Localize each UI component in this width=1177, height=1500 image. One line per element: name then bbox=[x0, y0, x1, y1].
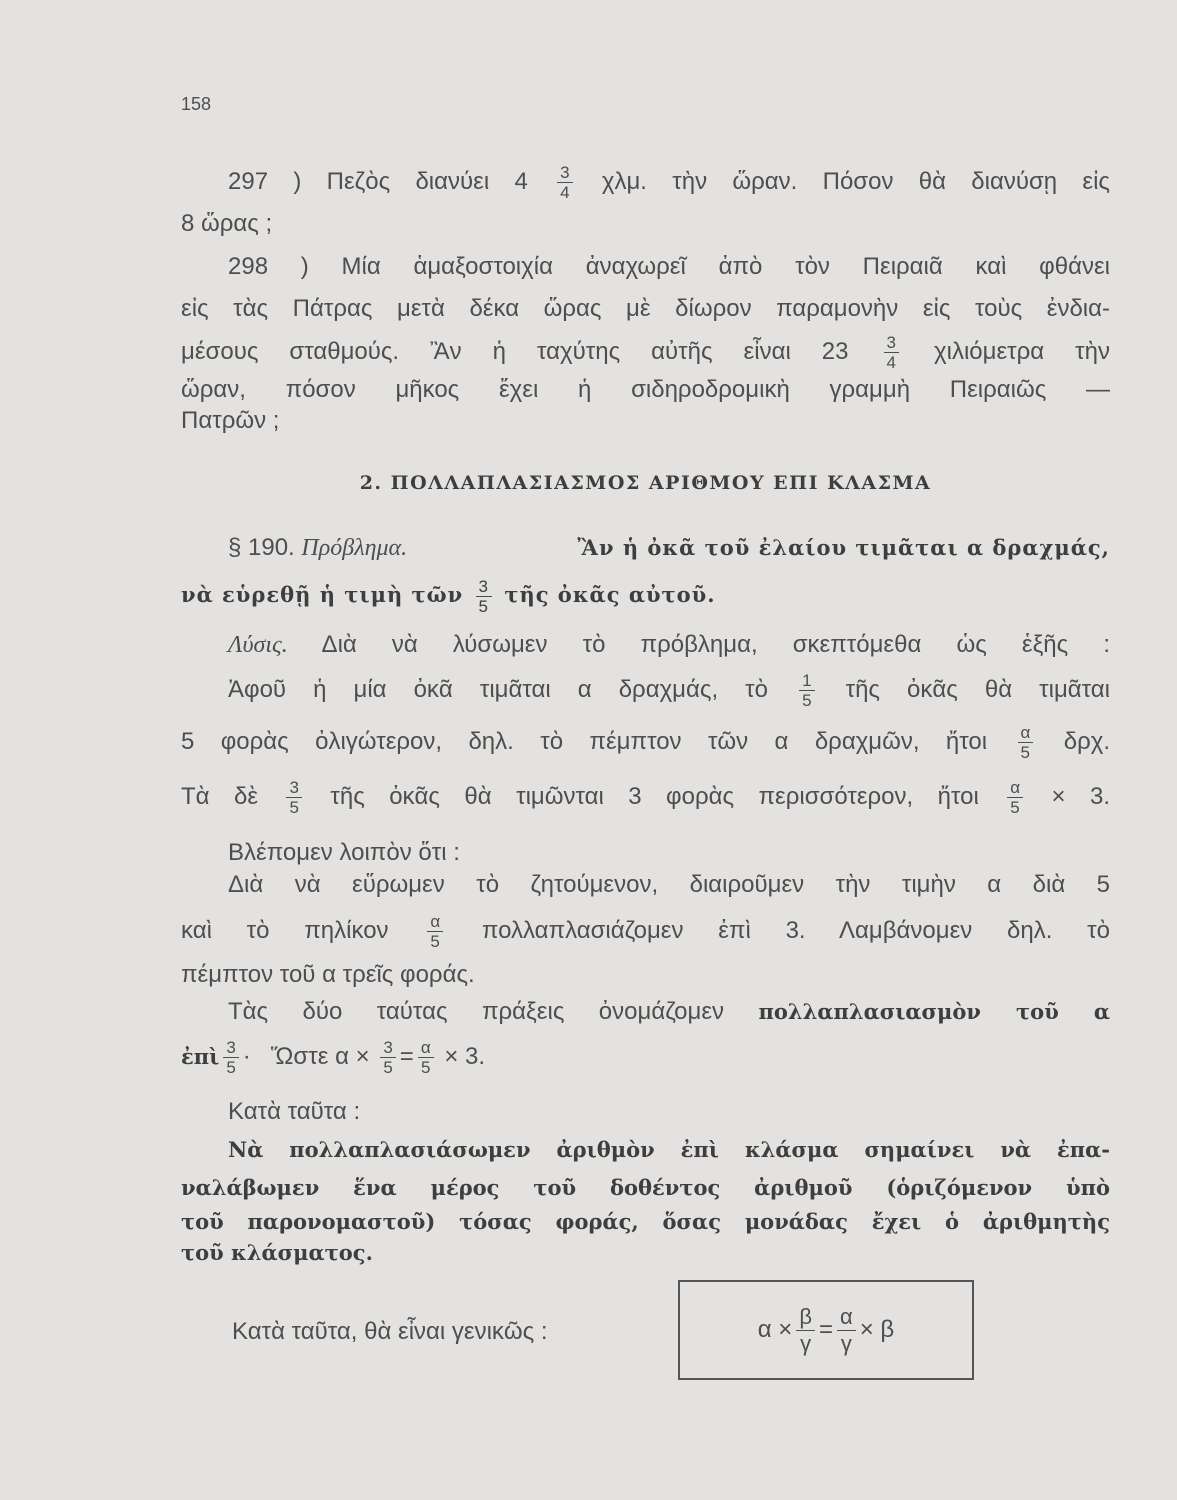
text: μέσους σταθμούς. Ἂν ἡ ταχύτης αὐτῆς εἶναι 23 bbox=[181, 338, 849, 365]
solution-line-3 bbox=[181, 722, 1110, 762]
solution-line-2 bbox=[228, 670, 1110, 710]
bold-term: ἐπὶ bbox=[181, 1044, 220, 1069]
problem-text: Ἂν ἡ ὀκᾶ τοῦ ἐλαίου τιμᾶται α δραχμάς, bbox=[577, 535, 1110, 560]
section-heading: 2. ΠΟΛΛΑΠΛΑΣΙΑΣΜΟΣ ΑΡΙΘΜΟΥ ΕΠΙ ΚΛΑΣΜΑ bbox=[359, 472, 932, 494]
exercise-298-line-5: Πατρῶν ; bbox=[181, 407, 280, 434]
solution-line-1 bbox=[228, 625, 1110, 665]
rule-line-4: τοῦ κλάσματος. bbox=[181, 1240, 373, 1265]
rule-intro: Κατὰ ταῦτα : bbox=[228, 1098, 361, 1125]
exercise-298-line-1: 298 ) Μία ἁμαξοστοιχία ἀναχωρεῖ ἀπὸ τὸν Πειραιᾶ καὶ φθάνει bbox=[228, 253, 1110, 280]
exercise-298-line-3 bbox=[181, 332, 1110, 372]
text: α × bbox=[757, 1316, 793, 1343]
fraction: $\frac{3}{5}$ bbox=[223, 1038, 238, 1077]
text: τῆς ὀκᾶς θὰ τιμᾶται bbox=[845, 676, 1111, 703]
text: δρχ. bbox=[1063, 728, 1110, 755]
text: Διὰ νὰ λύσωμεν τὸ πρόβλημα, σκεπτόμεθα ὡς ἑξῆς : bbox=[321, 631, 1110, 658]
problem-190-line-2 bbox=[181, 575, 1110, 615]
exercise-298-line-4: ὥραν, πόσον μῆκος ἔχει ἡ σιδηροδρομικὴ γραμμὴ Πειραιῶς — bbox=[181, 376, 1110, 403]
section-number: § 190. bbox=[228, 534, 295, 561]
conclusion-line-4: πέμπτον τοῦ α τρεῖς φοράς. bbox=[181, 961, 475, 988]
page-number: 158 bbox=[181, 94, 212, 114]
text: χλμ. τὴν ὥραν. Πόσον θὰ διανύσῃ εἰς bbox=[601, 168, 1110, 195]
conclusion-line-5 bbox=[228, 992, 1110, 1032]
text: 297 ) Πεζὸς διανύει 4 bbox=[228, 168, 528, 195]
text: × 3. bbox=[1051, 783, 1110, 810]
text: νὰ εὑρεθῇ ἡ τιμὴ τῶν bbox=[181, 582, 464, 607]
fraction: $\frac{\alpha}{\gamma}$ bbox=[837, 1304, 856, 1357]
conclusion-line-2: Διὰ νὰ εὕρωμεν τὸ ζητούμενον, διαιροῦμεν τὴν τιμὴν α διὰ 5 bbox=[228, 871, 1110, 898]
fraction: $\frac{3}{5}$ bbox=[476, 577, 492, 616]
text: = bbox=[818, 1316, 833, 1343]
text: · bbox=[242, 1043, 251, 1070]
formula-box bbox=[678, 1280, 974, 1380]
text: 5 φορὰς ὀλιγώτερον, δηλ. τὸ πέμπτον τῶν α δραχμῶν, ἤτοι bbox=[181, 728, 988, 755]
solution-line-4 bbox=[181, 777, 1110, 817]
rule-line-2: ναλάβωμεν ἕνα μέρος τοῦ δοθέντος ἀριθμοῦ (ὁριζόμενον ὑπὸ bbox=[181, 1175, 1110, 1200]
problem-label: Πρόβλημα. bbox=[301, 535, 408, 561]
exercise-297-line-2: 8 ὥρας ; bbox=[181, 210, 273, 237]
fraction: $\frac{3}{5}$ bbox=[380, 1038, 395, 1077]
text: Ὥστε α × bbox=[270, 1043, 370, 1070]
text: πολλαπλασιάζομεν ἐπὶ 3. Λαμβάνομεν δηλ. τὸ bbox=[481, 917, 1111, 944]
problem-190-line-1 bbox=[228, 528, 1110, 568]
fraction: $\frac{3}{4}$ bbox=[557, 163, 572, 202]
bold-term: πολλαπλασιασμὸν τοῦ α bbox=[758, 999, 1110, 1024]
fraction: $\frac{3}{5}$ bbox=[286, 778, 301, 817]
text: = bbox=[399, 1043, 414, 1070]
text: × β bbox=[859, 1316, 895, 1343]
fraction: $\frac{3}{4}$ bbox=[884, 333, 899, 372]
fraction: $\frac{\alpha}{5}$ bbox=[1018, 723, 1034, 762]
fraction: $\frac{\alpha}{5}$ bbox=[427, 912, 443, 951]
exercise-297-line-1 bbox=[228, 162, 1110, 202]
text: χιλιόμετρα τὴν bbox=[934, 338, 1110, 365]
rule-line-1: Νὰ πολλαπλασιάσωμεν ἀριθμὸν ἐπὶ κλάσμα σημαίνει νὰ ἐπα- bbox=[228, 1137, 1110, 1162]
fraction: $\frac{\alpha}{5}$ bbox=[418, 1038, 434, 1077]
fraction: $\frac{1}{5}$ bbox=[799, 671, 814, 710]
text: τῆς ὀκᾶς θὰ τιμῶνται 3 φορὰς περισσότερον, ἤτοι bbox=[330, 783, 979, 810]
solution-label: Λύσις. bbox=[228, 632, 288, 658]
exercise-298-line-2: εἰς τὰς Πάτρας μετὰ δέκα ὥρας μὲ δίωρον παραμονὴν εἰς τοὺς ἐνδια- bbox=[181, 295, 1110, 322]
text: καὶ τὸ πηλίκον bbox=[181, 917, 389, 944]
conclusion-line-3 bbox=[181, 911, 1110, 951]
text: Τὰ δὲ bbox=[181, 783, 259, 810]
text: Τὰς δύο ταύτας πράξεις ὀνομάζομεν bbox=[228, 998, 725, 1025]
text: τῆς ὀκᾶς αὐτοῦ. bbox=[504, 582, 716, 607]
fraction: $\frac{\beta}{\gamma}$ bbox=[796, 1304, 815, 1357]
conclusion-line-6 bbox=[181, 1037, 1110, 1077]
fraction: $\frac{\alpha}{5}$ bbox=[1007, 778, 1023, 817]
text: Ἀφοῦ ἡ μία ὀκᾶ τιμᾶται α δραχμάς, τὸ bbox=[228, 676, 768, 703]
text: × 3. bbox=[444, 1043, 486, 1070]
general-intro: Κατὰ ταῦτα, θὰ εἶναι γενικῶς : bbox=[232, 1318, 548, 1345]
rule-line-3: τοῦ παρονομαστοῦ) τόσας φοράς, ὅσας μονάδας ἔχει ὁ ἀριθμητὴς bbox=[181, 1209, 1110, 1234]
conclusion-line-1: Βλέπομεν λοιπὸν ὅτι : bbox=[228, 839, 460, 866]
